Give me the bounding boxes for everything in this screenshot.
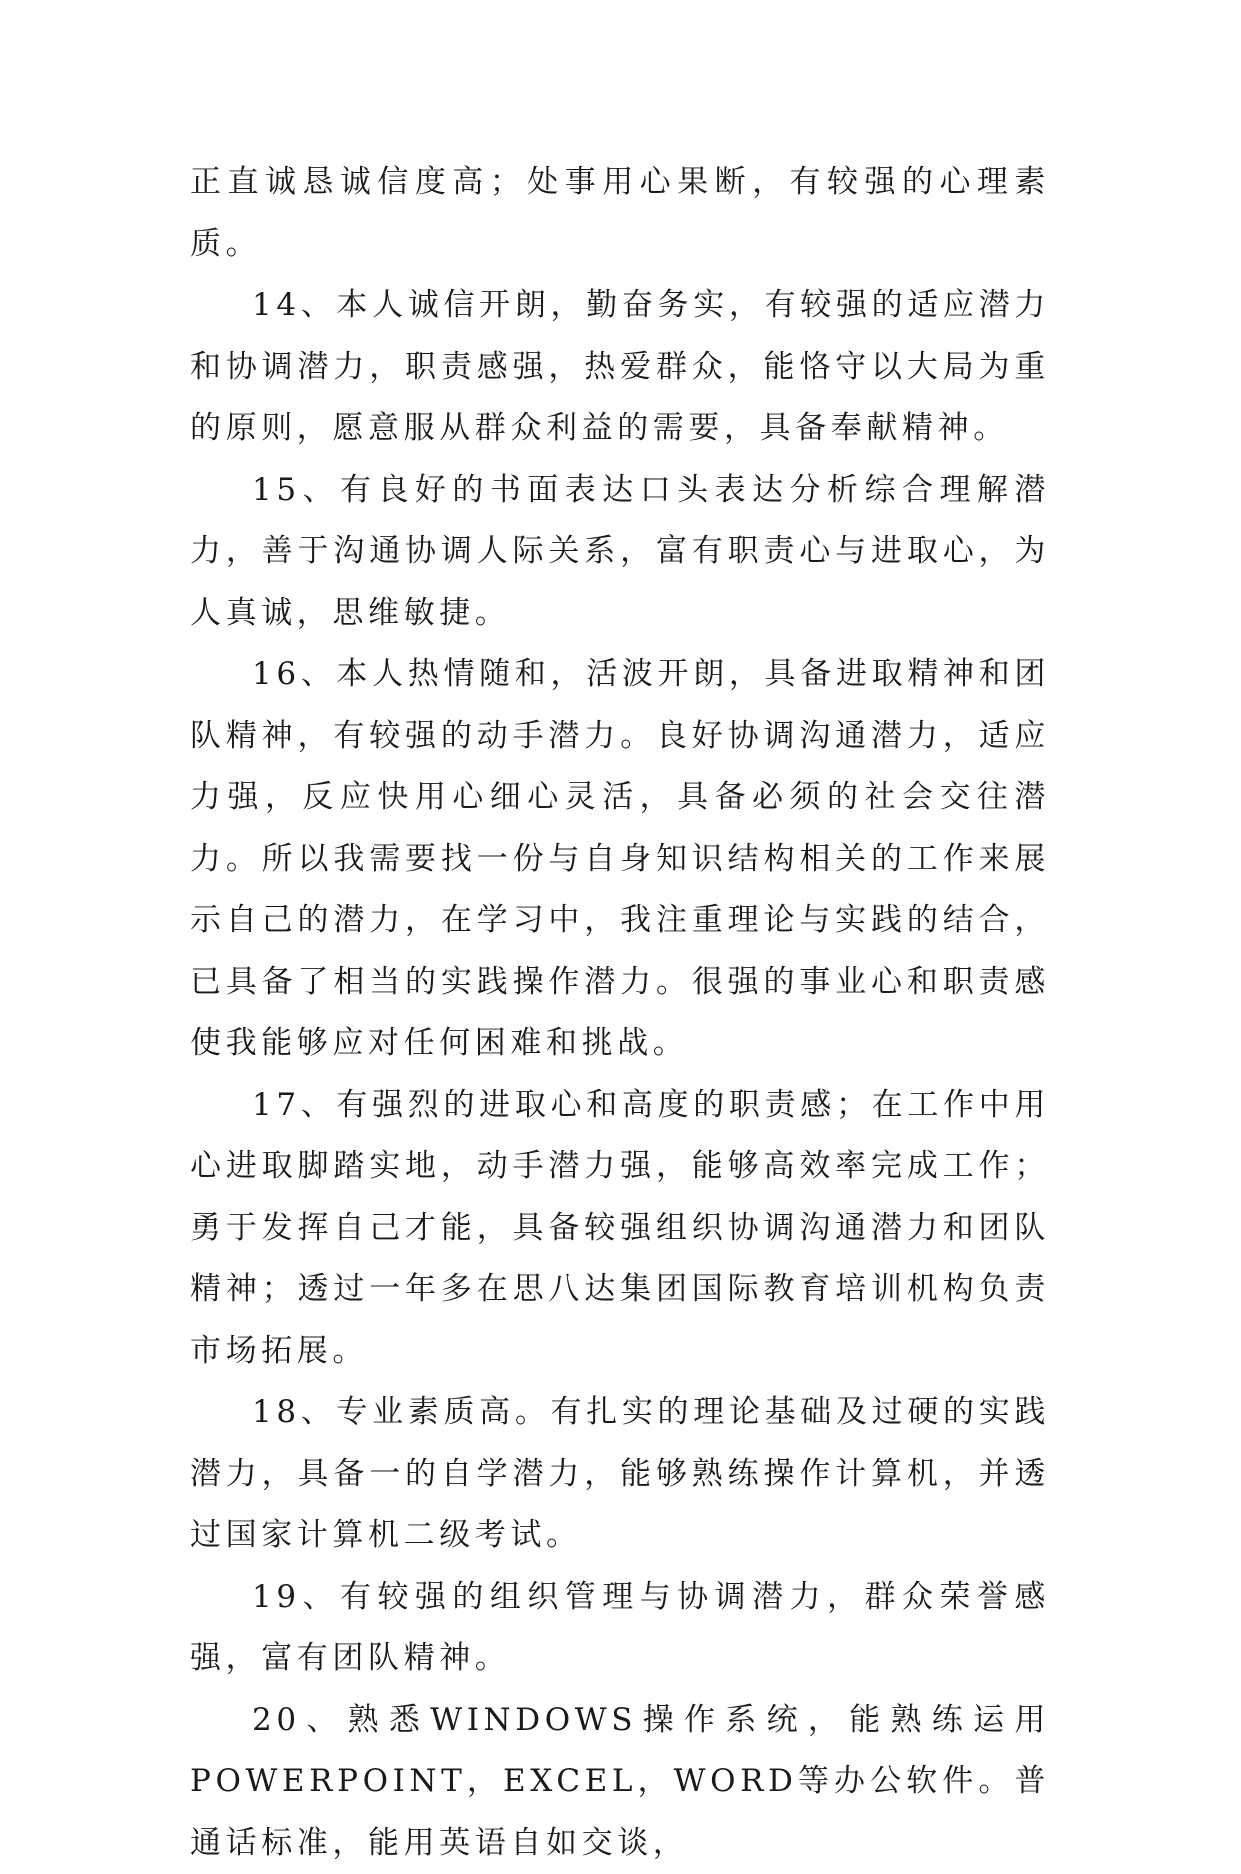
paragraph-item-16: 16、本人热情随和，活波开朗，具备进取精神和团队精神，有较强的动手潜力。良好协调沟通潜力，适应力强，反应快用心细心灵活，具备必须的社会交往潜力。所以我需要找一份与自身知识结构相关的工作来展示自己的潜力，在学习中，我注重理论与实践的结合，已具备了相当的实践操作潜力。很强的事业心和职责感使我能够应对任何困难和挑战。 bbox=[190, 644, 1050, 1075]
paragraph-item-20: 20、熟悉WINDOWS操作系统，能熟练运用POWERPOINT，EXCEL，WORD等办公软件。普通话标准，能用英语自如交谈， bbox=[190, 1690, 1050, 1874]
paragraph-item-15: 15、有良好的书面表达口头表达分析综合理解潜力，善于沟通协调人际关系，富有职责心与进取心，为人真诚，思维敏捷。 bbox=[190, 460, 1050, 645]
paragraph-continuation: 正直诚恳诚信度高；处事用心果断，有较强的心理素质。 bbox=[190, 152, 1050, 275]
paragraph-item-14: 14、本人诚信开朗，勤奋务实，有较强的适应潜力和协调潜力，职责感强，热爱群众，能恪守以大局为重的原则，愿意服从群众利益的需要，具备奉献精神。 bbox=[190, 275, 1050, 460]
paragraph-item-17: 17、有强烈的进取心和高度的职责感；在工作中用心进取脚踏实地，动手潜力强，能够高效率完成工作；勇于发挥自己才能，具备较强组织协调沟通潜力和团队精神；透过一年多在思八达集团国际教育培训机构负责市场拓展。 bbox=[190, 1075, 1050, 1383]
document-body bbox=[190, 152, 1050, 1874]
paragraph-item-18: 18、专业素质高。有扎实的理论基础及过硬的实践潜力，具备一的自学潜力，能够熟练操作计算机，并透过国家计算机二级考试。 bbox=[190, 1382, 1050, 1567]
paragraph-item-19: 19、有较强的组织管理与协调潜力，群众荣誉感强，富有团队精神。 bbox=[190, 1567, 1050, 1690]
